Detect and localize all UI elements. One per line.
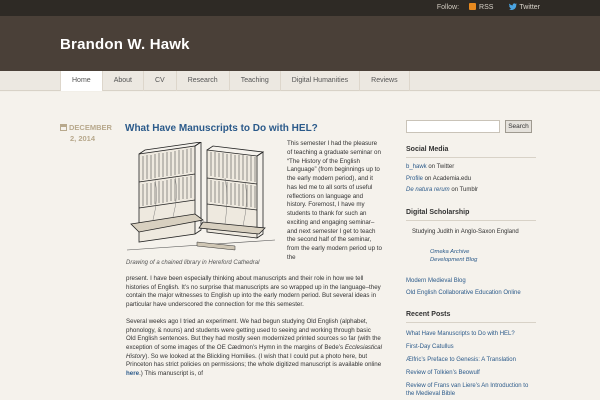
post-body-column: This semester I had the pleasure of teaching a graduate seminar on “The History of the English Language” (from beginnings up to the early modern period), and it has led me to all sorts of useful reflections on language and history. Foremost, I have my students to thank for such an exciting and engaging seminar–and next semester I get to teach the second half of the seminar, from the early modern period up to the	[287, 140, 382, 261]
recent-post-1[interactable]: What Have Manuscripts to Do with HEL?	[406, 331, 515, 337]
nav-teaching[interactable]: Teaching	[230, 71, 281, 91]
manuscript-link[interactable]: here	[126, 370, 140, 378]
nav-digital-humanities[interactable]: Digital Humanities	[281, 71, 360, 91]
social-link-twitter[interactable]: b_hawk on Twitter	[406, 164, 455, 170]
main-content	[0, 92, 600, 400]
search-form	[406, 120, 532, 133]
search-button[interactable]: Search	[505, 120, 532, 133]
nav-reviews[interactable]: Reviews	[360, 71, 409, 91]
image-caption: Drawing of a chained library in Hereford Cathedral	[126, 260, 260, 266]
chained-library-image[interactable]	[125, 142, 280, 272]
omeka-archive-link[interactable]: Omeka Archive	[430, 249, 470, 255]
rss-link[interactable]	[469, 3, 493, 11]
post-date-day: 2, 2014	[70, 134, 96, 143]
social-media-title: Social Media	[406, 146, 449, 153]
search-input[interactable]	[406, 120, 500, 133]
widget-divider	[406, 322, 536, 323]
recent-post-4[interactable]: Review of Tolkien’s Beowulf	[406, 370, 480, 376]
rss-icon	[469, 3, 476, 10]
recent-posts-title: Recent Posts	[406, 311, 451, 318]
nav-home[interactable]: Home	[60, 71, 103, 91]
social-link-tumblr[interactable]: De natura rerum on Tumblr	[406, 187, 479, 193]
post-body	[126, 275, 382, 387]
nav-about[interactable]: About	[103, 71, 144, 91]
italic-title: Ecclesiastical History	[126, 343, 382, 360]
calendar-icon	[60, 124, 67, 131]
post-paragraph-1: present. I have been especially thinking about manuscripts and their role in how we tell histories of English. It’s no surprise that manuscripts are so wrapped up in the language–they contain the major witnesses to English up into the early modern period. But several ideas in particular have underscored the connection for me this semester.	[126, 275, 381, 309]
widget-divider	[406, 157, 536, 158]
top-bar	[0, 0, 600, 16]
rss-label: RSS	[479, 4, 494, 11]
site-title[interactable]: Brandon W. Hawk	[60, 36, 190, 53]
post-date	[60, 122, 118, 144]
recent-post-5[interactable]: Review of Frans van Liere’s An Introduction to the Medieval Bible	[406, 383, 529, 397]
twitter-bird-icon	[509, 3, 517, 10]
modern-medieval-link[interactable]: Modern Medieval Blog	[406, 278, 466, 284]
follow-label: Follow:	[436, 4, 460, 11]
digital-item-judith[interactable]: Studying Judith in Anglo-Saxon England	[412, 229, 519, 235]
development-blog-link[interactable]: Development Blog	[430, 257, 478, 263]
chained-library-drawing	[125, 142, 280, 260]
nav-cv[interactable]: CV	[144, 71, 177, 91]
twitter-link[interactable]	[509, 3, 540, 11]
digital-scholarship-title: Digital Scholarship	[406, 209, 470, 216]
site-header	[0, 16, 600, 71]
recent-post-2[interactable]: First-Day Catullus	[406, 344, 454, 350]
post-title[interactable]: What Have Manuscripts to Do with HEL?	[125, 123, 318, 134]
twitter-label: Twitter	[519, 4, 540, 11]
social-link-academia[interactable]: Profile on Academia.edu	[406, 176, 472, 182]
post-date-month: DECEMBER	[69, 123, 112, 132]
post-paragraph-2: Several weeks ago I tried an experiment. We had begun studying Old English (alphabet, phonology, & nouns) and students were getting used to seeing and working through basic Old English sentences. But they had mostly seen modernized printed sources so far (with the exception of some images of the OE Cædmon’s Hymn in the margins of Bede’s Ecclesiastical History). So we looked at the Blickling Homilies. (I wish that I could put a photo here, but Princeton has strict policies on permissions; the whole digitized manuscript is available online here.) This manuscript is, of	[126, 317, 382, 378]
main-nav	[0, 71, 600, 91]
nav-research[interactable]: Research	[177, 71, 230, 91]
oe-collaborative-link[interactable]: Old English Collaborative Education Online	[406, 290, 521, 296]
widget-divider	[406, 220, 536, 221]
recent-post-3[interactable]: Ælfric’s Preface to Genesis: A Translation	[406, 357, 516, 363]
follow-links	[437, 3, 540, 11]
